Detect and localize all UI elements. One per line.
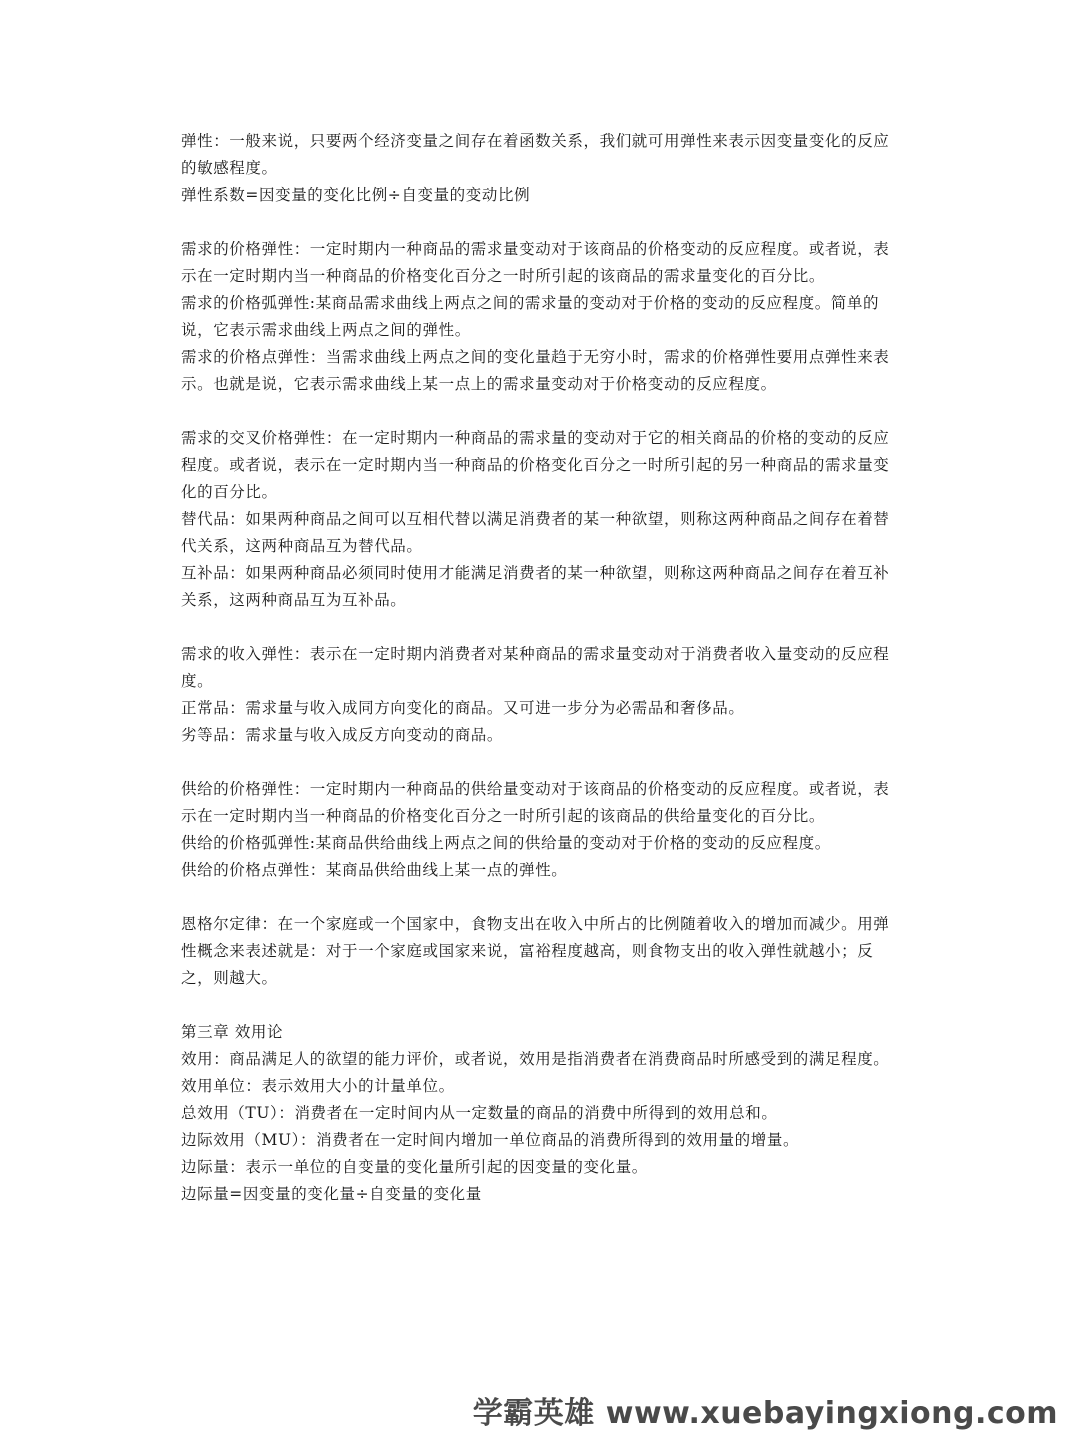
spacer: [181, 884, 901, 911]
section-price-elasticity-of-demand: [181, 236, 901, 398]
spacer: [181, 614, 901, 641]
paragraph: 正常品：需求量与收入成同方向变化的商品。又可进一步分为必需品和奢侈品。: [181, 699, 745, 717]
section-utility-theory: [181, 1019, 901, 1208]
section-cross-price-elasticity: [181, 425, 901, 614]
paragraph: 弹性系数=因变量的变化比例÷自变量的变动比例: [181, 186, 531, 204]
paragraph: 边际量：表示一单位的自变量的变化量所引起的因变量的变化量。: [181, 1158, 648, 1176]
paragraph: 供给的价格弹性：一定时期内一种商品的供给量变动对于该商品的价格变动的反应程度。或者说，表示在一定时期内当一种商品的价格变化百分之一时所引起的该商品的供给量变化的百分比。: [181, 780, 890, 825]
paragraph: 劣等品：需求量与收入成反方向变动的商品。: [181, 726, 504, 744]
paragraph: 互补品：如果两种商品必须同时使用才能满足消费者的某一种欲望，则称这两种商品之间存在着互补关系，这两种商品互为互补品。: [181, 564, 890, 609]
chapter-heading: 第三章 效用论: [181, 1023, 284, 1041]
paragraph: 总效用（TU）：消费者在一定时间内从一定数量的商品的消费中所得到的效用总和。: [181, 1104, 778, 1122]
paragraph: 需求的价格点弹性：当需求曲线上两点之间的变化量趋于无穷小时，需求的价格弹性要用点弹性来表示。也就是说，它表示需求曲线上某一点上的需求量变动对于价格变动的反应程度。: [181, 348, 890, 393]
section-engel-law: [181, 911, 901, 992]
spacer: [181, 209, 901, 236]
paragraph: 供给的价格点弹性：某商品供给曲线上某一点的弹性。: [181, 861, 568, 879]
paragraph: 需求的交叉价格弹性：在一定时期内一种商品的需求量的变动对于它的相关商品的价格的变动的反应程度。或者说，表示在一定时期内当一种商品的价格变化百分之一时所引起的另一种商品的需求量变化的百分比。: [181, 429, 890, 501]
spacer: [181, 749, 901, 776]
paragraph: 边际量=因变量的变化量÷自变量的变化量: [181, 1185, 482, 1203]
section-income-elasticity: [181, 641, 901, 749]
section-elasticity: [181, 128, 901, 209]
paragraph: 需求的价格弧弹性:某商品需求曲线上两点之间的需求量的变动对于价格的变动的反应程度。简单的说，它表示需求曲线上两点之间的弹性。: [181, 294, 880, 339]
spacer: [181, 992, 901, 1019]
watermark-text: 学霸英雄 www.xuebayingxiong.com: [472, 1396, 1058, 1431]
paragraph: 弹性：一般来说，只要两个经济变量之间存在着函数关系，我们就可用弹性来表示因变量变化的反应的敏感程度。: [181, 132, 890, 177]
paragraph: 需求的价格弹性：一定时期内一种商品的需求量变动对于该商品的价格变动的反应程度。或者说，表示在一定时期内当一种商品的价格变化百分之一时所引起的该商品的需求量变化的百分比。: [181, 240, 890, 285]
paragraph: 效用：商品满足人的欲望的能力评价，或者说，效用是指消费者在消费商品时所感受到的满足程度。: [181, 1050, 890, 1068]
paragraph: 供给的价格弧弹性:某商品供给曲线上两点之间的供给量的变动对于价格的变动的反应程度。: [181, 834, 831, 852]
paragraph: 恩格尔定律：在一个家庭或一个国家中，食物支出在收入中所占的比例随着收入的增加而减少。用弹性概念来表述就是：对于一个家庭或国家来说，富裕程度越高，则食物支出的收入弹性就越小；反之，则越大。: [181, 915, 890, 987]
paragraph: 效用单位：表示效用大小的计量单位。: [181, 1077, 455, 1095]
paragraph: 替代品：如果两种商品之间可以互相代替以满足消费者的某一种欲望，则称这两种商品之间存在着替代关系，这两种商品互为替代品。: [181, 510, 890, 555]
section-supply-elasticity: [181, 776, 901, 884]
paragraph: 边际效用（MU）：消费者在一定时间内增加一单位商品的消费所得到的效用量的增量。: [181, 1131, 800, 1149]
spacer: [181, 398, 901, 425]
paragraph: 需求的收入弹性：表示在一定时期内消费者对某种商品的需求量变动对于消费者收入量变动的反应程度。: [181, 645, 890, 690]
document-body: [181, 128, 901, 1208]
